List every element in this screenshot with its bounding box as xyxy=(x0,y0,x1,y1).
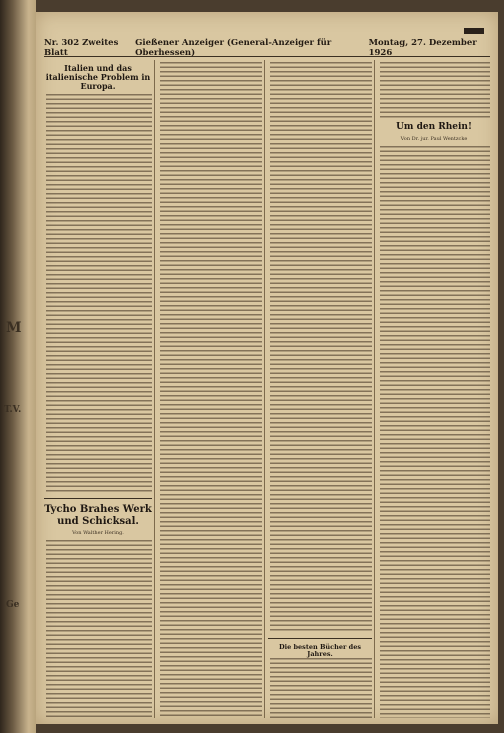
column-3 xyxy=(268,60,372,718)
article-title-rhine: Um den Rhein! xyxy=(396,122,472,132)
article-body-tycho xyxy=(46,540,152,718)
page-header xyxy=(44,40,490,57)
article-title-books: Die besten Bücher des Jahres. xyxy=(278,643,362,659)
column-2 xyxy=(158,60,262,718)
newspaper-title: Gießener Anzeiger (General-Anzeiger für Oberhessen) xyxy=(135,38,332,58)
issue-date: Montag, 27. Dezember 1926 xyxy=(368,38,477,58)
article-byline-rhine: Von Dr. jur. Paul Wentzcke xyxy=(400,136,468,142)
edge-fragment: T.V. xyxy=(4,405,22,415)
article-divider xyxy=(268,638,372,639)
column-rule xyxy=(154,60,155,718)
article-body-italy xyxy=(46,94,152,494)
page-stamp xyxy=(464,28,484,34)
article-body-italy-cont xyxy=(160,62,262,718)
column-1 xyxy=(44,60,152,718)
article-title-tycho: Tycho Brahes Werk und Schicksal. xyxy=(44,504,152,527)
page-label: Nr. 302 Zweites Blatt xyxy=(44,38,119,58)
edge-fragment: M xyxy=(6,320,22,336)
newspaper-page xyxy=(36,12,498,724)
adjacent-page-edge xyxy=(0,0,36,733)
article-body-books xyxy=(270,658,372,718)
column-4 xyxy=(378,60,490,718)
article-body-tycho-cont xyxy=(270,62,372,632)
article-divider xyxy=(44,498,152,499)
column-rule xyxy=(374,60,375,718)
article-body-prev xyxy=(380,62,490,118)
article-byline-tycho: Von Walther Hering. xyxy=(72,530,124,536)
article-title-italy: Italien und das italienische Problem in Europa. xyxy=(45,63,151,92)
edge-fragment: Ge xyxy=(6,600,20,610)
article-body-rhine xyxy=(380,146,490,718)
column-rule xyxy=(264,60,265,718)
